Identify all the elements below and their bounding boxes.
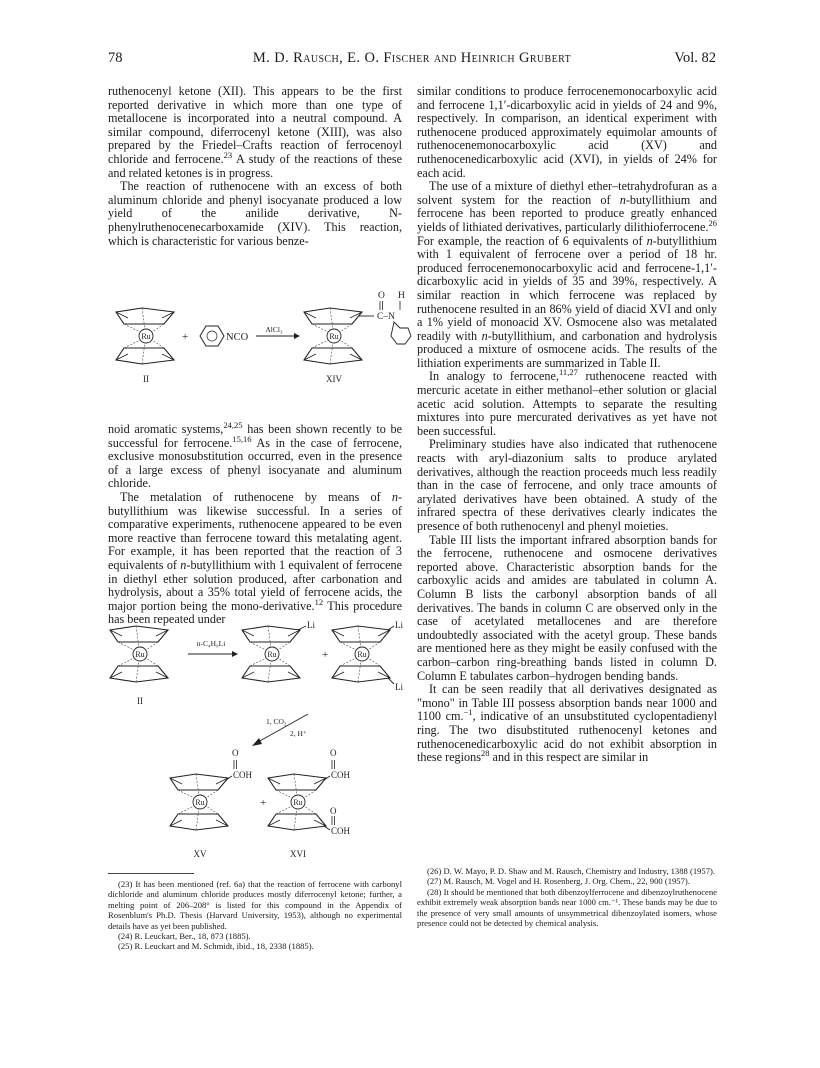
paragraph: ruthenocenyl ketone (XII). This appears to be the first reported derivative in which more than one type of metallocene is incorporated into a neutral compound. A similar compound, diferrocenyl ketone (XIII), was also prepared by the Friedel–Crafts reaction of ferrocenoyl chloride and ferrocene.$^{23}$ A study of the reactions of these and related ketones is in progress. [108,84,403,180]
carboxyl-label: COH [331,826,351,836]
lithium-label: Li [395,620,403,630]
plus-sign: + [260,797,267,809]
carbonyl-oxygen: O [378,291,385,301]
footnote-rule [108,873,194,874]
step-2-label: 2, H⁺ [290,729,307,738]
paragraph: In analogy to ferrocene,$^{11,27}$ ruthenocene reacted with mercuric acetate in either methanol–ether solution or glacial acetic acid solution. Attempts to separate the resulting mixtures into pure mercurated derivatives as yet have not been successful. [417,367,717,438]
metal-label: Ru [293,798,303,807]
paragraph: The reaction of ruthenocene with an excess of both aluminum chloride and phenyl isocyanate produced a low yield of the anilide derivative, N-phenylruthenocenecarboxamide (XIV). This reaction, which is characteristic for various benze- [108,179,402,248]
reagent-label: n-C₄H₉Li [196,639,226,648]
running-header [108,50,716,68]
footnote: (26) D. W. Mayo, P. D. Shaw and M. Rausch, Chemistry and Industry, 1388 (1957). [427,866,716,876]
paragraph: Preliminary studies have also indicated that ruthenocene reacts with aryl-diazonium salts to produce arylated derivatives, although the reaction proceeds much less readily than in the case of ferrocene, and only trace amounts of arylated derivatives have been obtained. A study of the infrared spectra of these derivatives clearly indicates the presence of both ruthenocenyl and phenyl moieties. [417,437,717,533]
carboxyl-label: COH [233,770,253,780]
page-number: 78 [108,50,123,66]
compound-label-II: II [137,696,143,706]
carbonyl-oxygen: O [330,748,337,758]
compound-label-XV: XV [193,849,207,859]
paragraph: It can be seen readily that all derivatives designated as "mono" in Table III possess absorption bands near 1000 and 1100 cm.$^{-1}$, indicative of an unsubstituted cyclopentadienyl ring. The two disubstituted ruthenocenyl ketones and ruthenocenedicarboxylic acid do not exhibit absorption in these regions$^{28}$ and in this respect are similar in [417,682,718,765]
lithium-label: Li [307,620,315,630]
isocyanate-label: NCO [226,332,249,343]
paragraph: similar conditions to produce ferrocenemonocarboxylic acid and ferrocene 1,1′-dicarboxylic acid in yields of 24 and 9%, respectively. In comparison, an identical experiment with ruthenocene produced approximately equimolar amounts of ruthenocenemonocarboxylic acid (XV) and ruthenocenedicarboxylic acid (XVI), in yields of 24% for each acid. [417,84,717,180]
left-column-top [108,85,402,248]
amide-hydrogen: H [398,291,405,301]
carbonyl-oxygen: O [232,748,239,758]
step-1-label: 1, CO₂ [266,717,287,726]
carbonyl-oxygen: O [330,806,337,816]
left-column-middle [108,419,402,627]
metal-label: Ru [329,332,339,341]
plus-sign: + [322,649,329,661]
plus-sign: + [182,331,189,343]
footnote: (25) R. Leuckart and M. Schmidt, ibid., 18, 2338 (1885). [118,941,314,952]
amide-group-label: C–N [377,312,395,322]
metal-label: Ru [135,650,145,659]
paragraph: noid aromatic systems,$^{24,25}$ has been shown recently to be successful for ferrocene.$^{15,16}$ As in the case of ferrocene, exclusive monosubstitution occurred, even in the presence of a large excess of phenyl isocyanate and aluminum chloride. [108,419,402,491]
lithium-label: Li [395,682,403,692]
paragraph: The use of a mixture of diethyl ether–tetrahydrofuran as a solvent system for the reaction of n-butyllithium and ferrocene has been reported to produce greatly enhanced yields of lithiated derivatives, particularly dilithioferrocene.$^{26}$ For example, the reaction of 6 equivalents of n-butyllithium with 1 equivalent of ferrocene over a period of 18 hr. produced ferrocenemonocarboxylic acid and ferrocene-1,1′-dicarboxylic acid in yields of 35 and 39%, respectively. A similar reaction in which ferrocene was replaced by ruthenocene resulted in an 86% yield of diacid XVI and only a 1% yield of monoacid XV. Osmocene also was metalated readily with n-butyllithium, and carbonation and hydrolysis produced a mixture of osmocene acids. The results of the lithiation experiments are summarized in Table II. [417,179,717,370]
footnote: (28) It should be mentioned that both dibenzoylferrocene and dibenzoylruthenocene exhibit extremely weak absorption bands near 1000 cm.⁻¹. These bands may be due to the presence of very small amounts of unsymmetrical dibenzoylated isomers, whose presence could not be detected by chemical analysis. [417,886,717,929]
footnote: (23) It has been mentioned (ref. 6a) that the reaction of ferrocene with carbonyl dichloride and aluminum chloride produces mostly diferrocenyl ketone; further, a melting point of 206–208° is listed for this compound in the Appendix of Rosenblum's Ph.D. Thesis (Harvard University, 1953), although no experimental details have as yet been published. [108,879,402,931]
metal-label: Ru [267,650,277,659]
paragraph: Table III lists the important infrared absorption bands for the ferrocene, ruthenocene and osmocene derivatives reported above. Characteristic absorption bands for the carboxylic acids and amides are tabulated in column A. Column B lists the carbonyl absorption bands of all derivatives. The bands in column C are observed only in the case of acetylated metallocenes and are therefore undoubtedly associated with the acetyl group. These bands are mentioned here as they might be easily confused with the carbon–carbon ring-breathing bands listed in column D. Column E tabulates carbon–hydrogen bending bands. [417,532,717,683]
right-column [417,85,717,765]
volume-number: Vol. 82 [674,50,716,66]
compound-label-XIV: XIV [326,374,342,384]
compound-label-XVI: XVI [290,849,306,859]
footnotes-left [108,879,402,952]
metal-label: Ru [195,798,205,807]
footnotes-right [417,866,717,928]
metal-label: Ru [357,650,367,659]
paragraph: The metalation of ruthenocene by means of n-butyllithium was likewise successful. In a series of comparative experiments, ruthenocene appeared to be even more reactive than ferrocene toward this metalating agent. For example, it has been reported that the reaction of 3 equivalents of n-butyllithium with 1 equivalent of ferrocene in diethyl ether solution produced, after carbonation and hydrolysis, about a 35% total yield of ferrocene acids, the major portion being the mono-derivative.$^{12}$ This procedure has been repeated under [108,489,402,627]
catalyst-label: AlCl₃ [265,325,283,334]
compound-label-II: II [143,374,149,384]
footnote: (27) M. Rausch, M. Vogel and H. Rosenberg, J. Org. Chem., 22, 900 (1957). [427,876,690,887]
carboxyl-label: COH [331,770,351,780]
running-title: M. D. Rausch, E. O. Fischer and Heinrich Grubert [252,50,572,66]
reaction-scheme-metalation [108,614,408,866]
metal-label: Ru [141,332,151,341]
reaction-scheme-anilide [108,288,408,420]
footnote: (24) R. Leuckart, Ber., 18, 873 (1885). [118,931,251,942]
